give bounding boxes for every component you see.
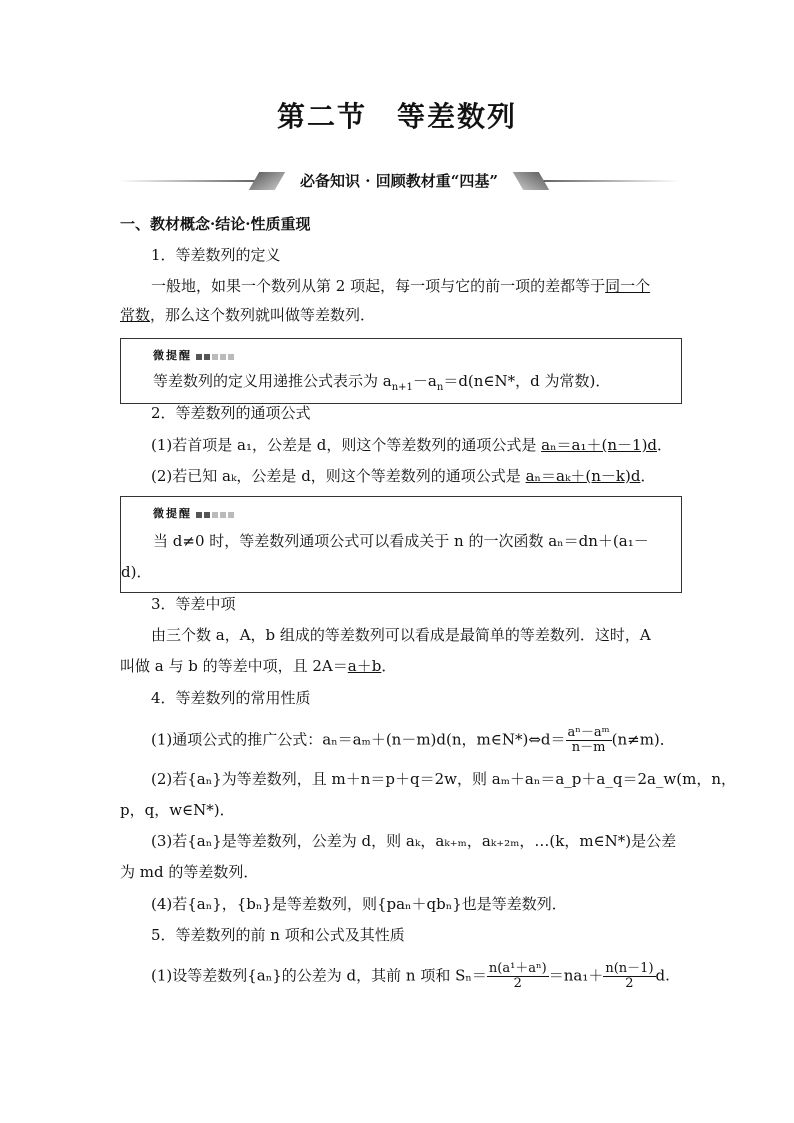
general-term-1-text: (1)若首项是 a₁，公差是 d，则这个等差数列的通项公式是 bbox=[151, 436, 542, 454]
tip-label-text-2: 微提醒 bbox=[153, 507, 192, 520]
tip-box-2 bbox=[120, 496, 682, 593]
general-term-2 bbox=[151, 465, 656, 487]
middle-term-line-2 bbox=[120, 655, 396, 677]
middle-term-heading: 3．等差中项 bbox=[151, 595, 236, 613]
general-term-heading: 2．等差数列的通项公式 bbox=[151, 404, 311, 422]
sum-end: d. bbox=[655, 966, 670, 985]
property-1-end: (n≠m)． bbox=[611, 730, 675, 749]
sum-fraction-1 bbox=[487, 962, 549, 991]
sum-middle: ＝na₁＋ bbox=[548, 966, 604, 985]
property-1 bbox=[151, 726, 675, 755]
general-term-1 bbox=[151, 434, 672, 456]
sum-fraction-2 bbox=[603, 962, 655, 991]
definition-heading: 1．等差数列的定义 bbox=[151, 246, 281, 264]
fraction-denominator: 2 bbox=[513, 976, 522, 991]
definition-underline-2: 常数 bbox=[120, 306, 151, 324]
tip-2-line-1: 当 d≠0 时，等差数列通项公式可以看成关于 n 的一次函数 aₙ＝dn＋(a₁－ bbox=[153, 532, 649, 550]
tip-1-sub: n+1 bbox=[391, 382, 413, 393]
property-4: (4)若{aₙ}，{bₙ}是等差数列，则{paₙ＋qbₙ}也是等差数列． bbox=[151, 895, 567, 913]
tip-1-text bbox=[153, 370, 610, 399]
property-2-line-1: (2)若{aₙ}为等差数列，且 m＋n＝p＋q＝2w，则 aₘ＋aₙ＝a_p＋a_q＝2a_w(m，n， bbox=[151, 770, 737, 788]
middle-term-end: ． bbox=[381, 657, 397, 675]
sum-heading: 5．等差数列的前 n 项和公式及其性质 bbox=[151, 926, 405, 944]
banner-rule-left bbox=[118, 180, 268, 182]
general-term-2-formula: aₙ＝aₖ＋(n－k)d bbox=[525, 467, 641, 485]
definition-underline: 同一个 bbox=[605, 277, 651, 295]
tip-2-line-2: d)． bbox=[121, 563, 152, 581]
definition-text: 一般地，如果一个数列从第 2 项起，每一项与它的前一项的差都等于 bbox=[151, 277, 606, 295]
tip-label-2 bbox=[153, 505, 236, 521]
general-term-1-end: ． bbox=[657, 436, 673, 454]
banner-label: 必备知识 · 回顾教材重“四基” bbox=[268, 168, 530, 194]
property-1-fraction bbox=[566, 726, 612, 755]
general-term-2-text: (2)若已知 aₖ，公差是 d，则这个等差数列的通项公式是 bbox=[151, 467, 526, 485]
tip-label-text: 微提醒 bbox=[153, 349, 192, 362]
banner-rule-right bbox=[530, 180, 680, 182]
property-2-line-2: p，q，w∈N*)． bbox=[120, 801, 235, 819]
section-heading: 一、教材概念·结论·性质重现 bbox=[120, 215, 311, 233]
general-term-1-formula: aₙ＝a₁＋(n－1)d bbox=[541, 436, 658, 454]
tip-label bbox=[153, 347, 236, 363]
fraction-denominator: 2 bbox=[625, 976, 634, 991]
middle-term-line-1: 由三个数 a，A，b 组成的等差数列可以看成是最简单的等差数列．这时，A bbox=[151, 626, 651, 644]
dots-icon bbox=[196, 350, 236, 363]
general-term-2-end: ． bbox=[640, 467, 656, 485]
section-banner bbox=[118, 162, 680, 198]
dots-icon bbox=[196, 508, 236, 521]
definition-line-2 bbox=[120, 304, 375, 326]
tip-1-part-c: ＝d(n∈N*，d 为常数)． bbox=[443, 372, 611, 390]
definition-text-2: ，那么这个数列就叫做等差数列． bbox=[150, 306, 376, 324]
tip-1-sub-2: n bbox=[436, 382, 444, 393]
property-1-text: (1)通项公式的推广公式：aₙ＝aₘ＋(n－m)d(n，m∈N*)⇔d＝ bbox=[151, 730, 566, 749]
sum-text: (1)设等差数列{aₙ}的公差为 d，其前 n 项和 Sₙ＝ bbox=[151, 966, 487, 985]
property-3-line-2: 为 md 的等差数列． bbox=[120, 863, 259, 881]
property-3-line-1: (3)若{aₙ}是等差数列，公差为 d，则 aₖ，aₖ₊ₘ，aₖ₊₂ₘ，…(k，m∈N*)是公差 bbox=[151, 832, 677, 850]
fraction-numerator: n(a¹＋aⁿ) bbox=[488, 961, 547, 976]
tip-box-1 bbox=[120, 338, 682, 404]
properties-heading: 4．等差数列的常用性质 bbox=[151, 689, 311, 707]
fraction-numerator: aⁿ－aᵐ bbox=[567, 725, 610, 740]
sum-formula bbox=[151, 962, 670, 991]
fraction-numerator: n(n－1) bbox=[605, 961, 654, 976]
tip-1-part-b: －a bbox=[412, 372, 437, 390]
page-title: 第二节 等差数列 bbox=[276, 100, 517, 133]
tip-1-part-a: 等差数列的定义用递推公式表示为 a bbox=[153, 372, 392, 390]
fraction-denominator: n－m bbox=[571, 740, 606, 755]
definition-line-1 bbox=[151, 275, 650, 297]
middle-term-text: 叫做 a 与 b 的等差中项，且 2A＝ bbox=[120, 657, 348, 675]
middle-term-formula: a＋b bbox=[347, 657, 382, 675]
